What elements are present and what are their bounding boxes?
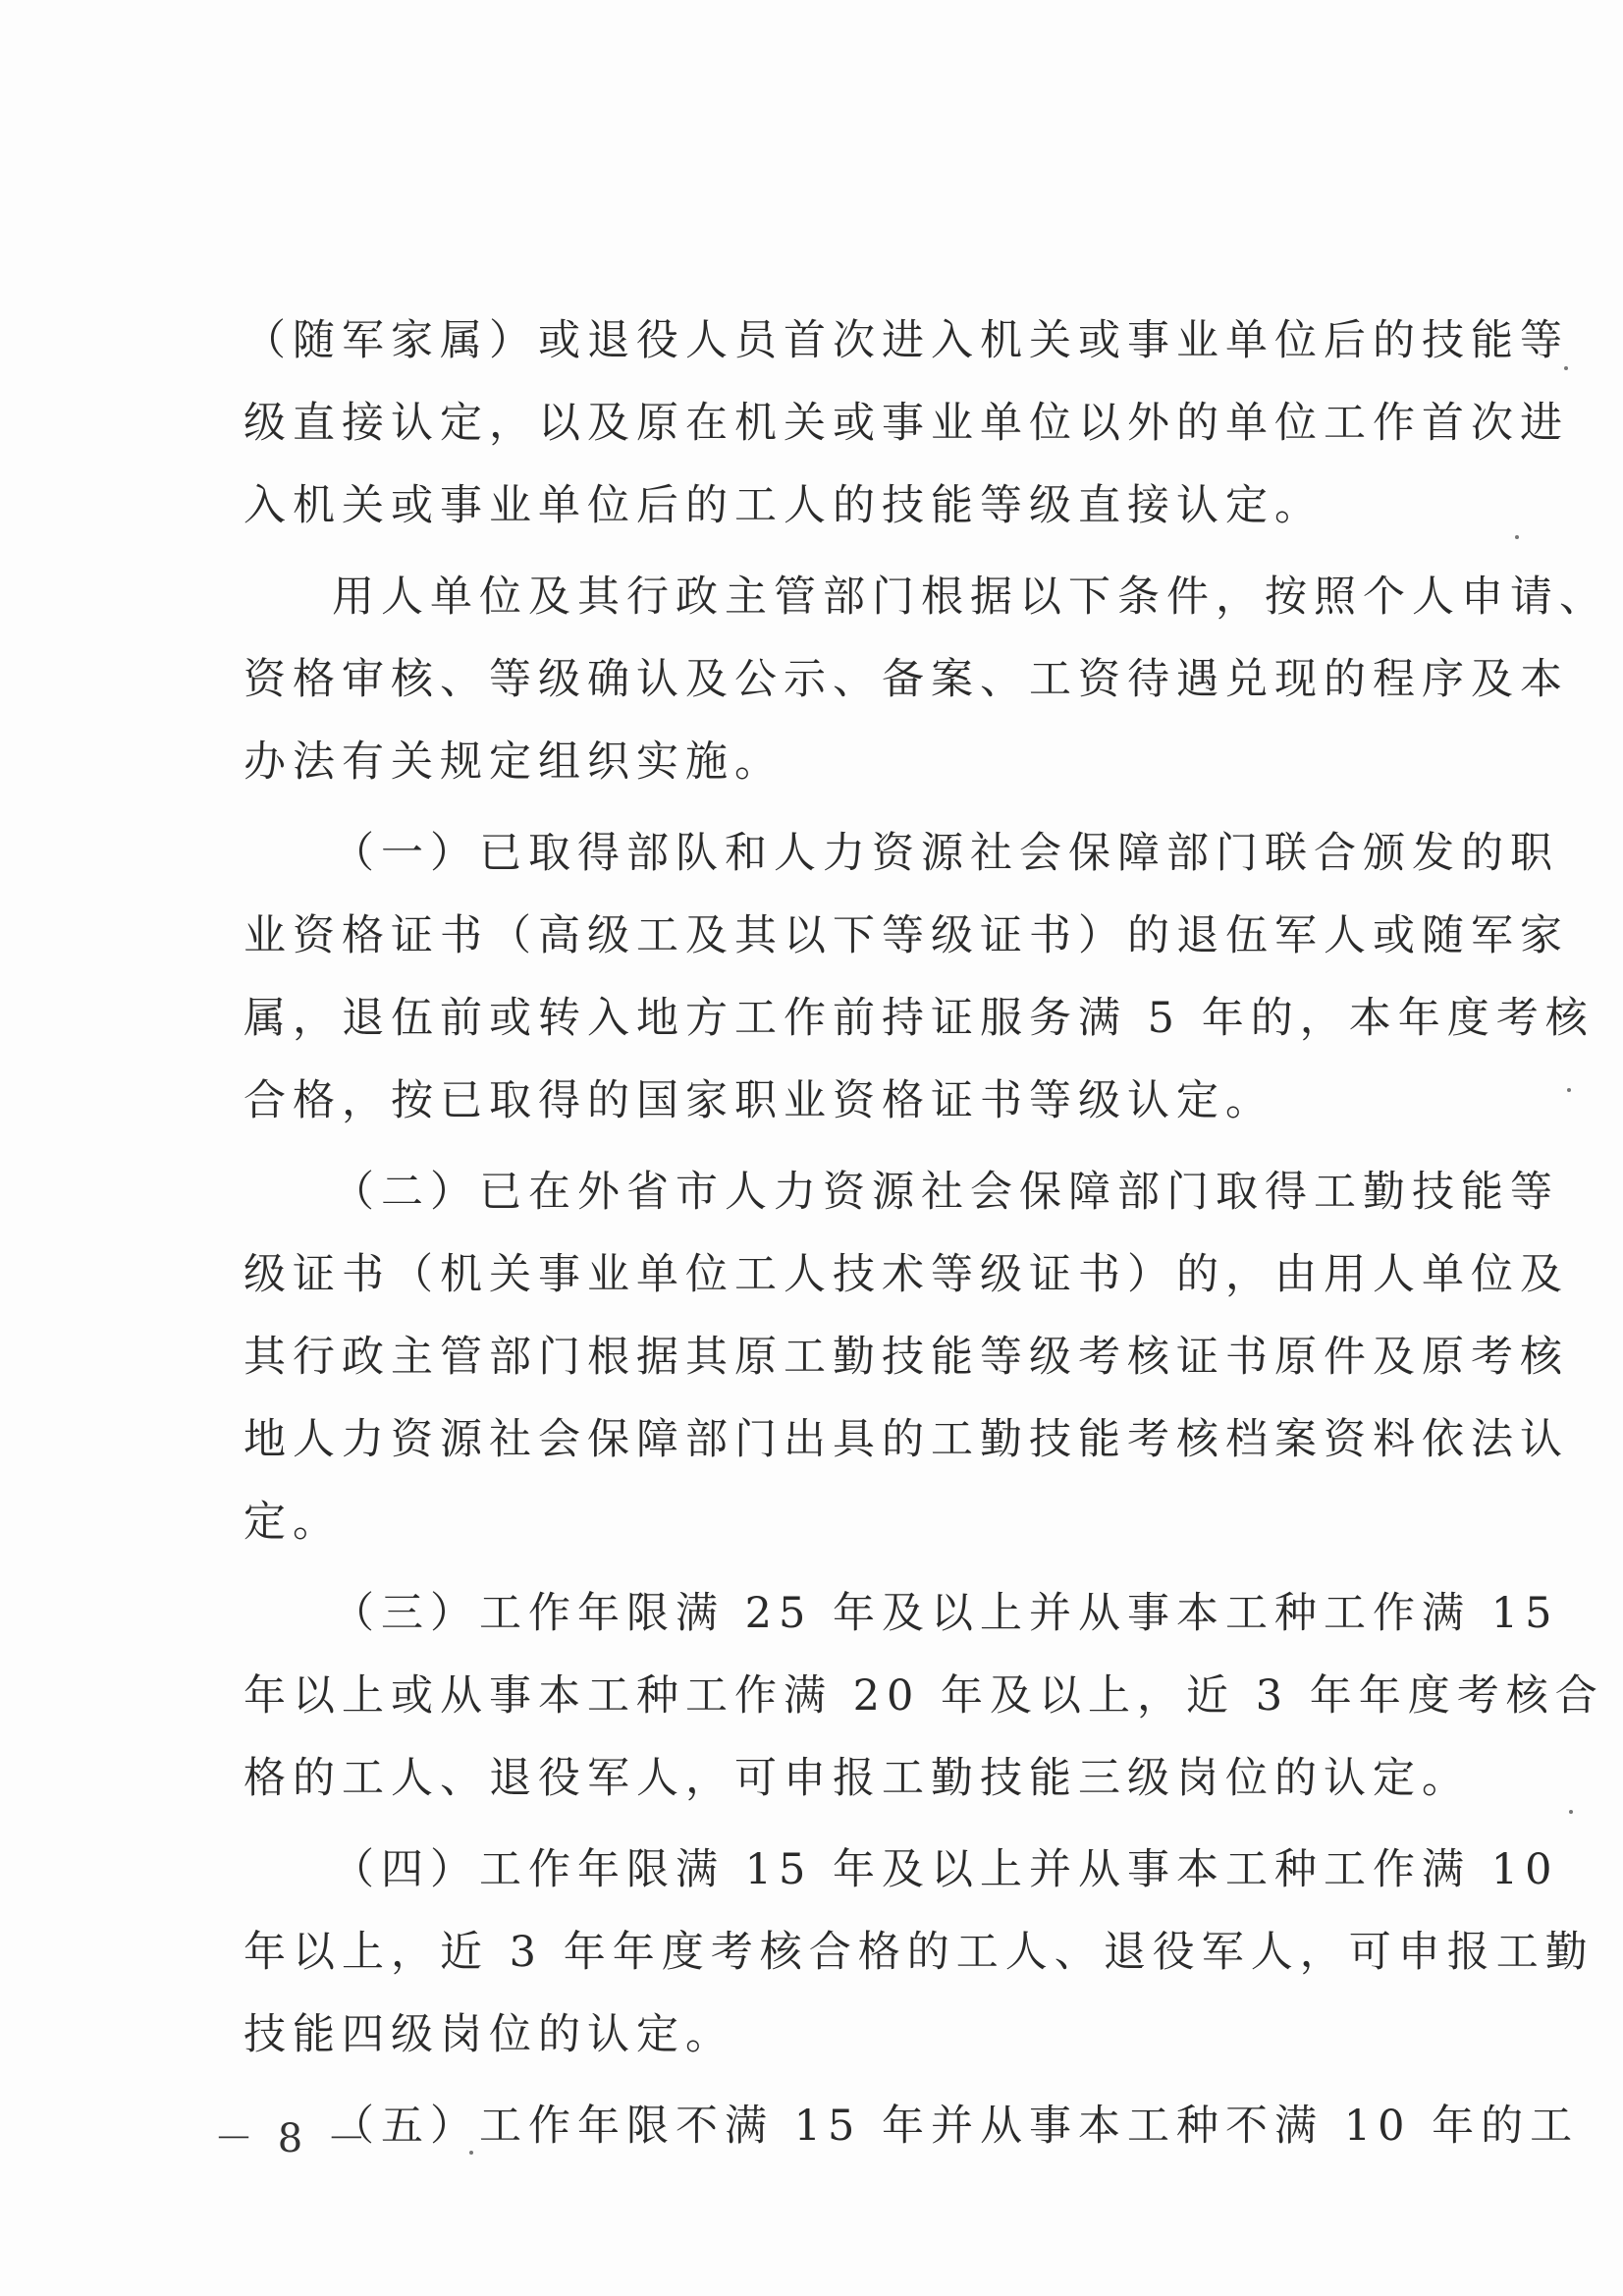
text-line: （四）工作年限满 15 年及以上并从事本工种工作满 10 [332,1845,1559,1894]
text-line: 入机关或事业单位后的工人的技能等级直接认定。 [243,481,1324,530]
page-number: － 8 － [214,2116,372,2161]
scan-speck [469,2151,473,2155]
text-line: 属，退伍前或转入地方工作前持证服务满 5 年的，本年度考核 [243,994,1595,1043]
text-line: 技能四级岗位的认定。 [243,2010,734,2059]
text-line: 定。 [243,1498,342,1547]
text-line: （一）已取得部队和人力资源社会保障部门联合颁发的职 [332,829,1559,878]
text-line: 其行政主管部门根据其原工勤技能等级考核证书原件及原考核 [243,1333,1569,1382]
text-line: 年以上，近 3 年年度考核合格的工人、退役军人，可申报工勤 [243,1928,1595,1977]
text-line: 合格，按已取得的国家职业资格证书等级认定。 [243,1076,1274,1125]
text-line: （二）已在外省市人力资源社会保障部门取得工勤技能等 [332,1168,1559,1217]
scan-speck [1564,366,1568,370]
text-line: 级证书（机关事业单位工人技术等级证书）的，由用人单位及 [243,1250,1569,1299]
scan-speck [1567,1088,1571,1092]
text-line: （随军家属）或退役人员首次进入机关或事业单位后的技能等 [243,316,1569,365]
scan-speck [1515,535,1519,539]
text-line: 格的工人、退役军人，可申报工勤技能三级岗位的认定。 [243,1754,1471,1803]
text-line: 业资格证书（高级工及其以下等级证书）的退伍军人或随军家 [243,911,1569,960]
text-line: 地人力资源社会保障部门出具的工勤技能考核档案资料依法认 [243,1415,1569,1464]
text-line: （三）工作年限满 25 年及以上并从事本工种工作满 15 [332,1589,1559,1638]
document-body [243,300,1608,2167]
text-line: （五）工作年限不满 15 年并从事本工种不满 10 年的工 [332,2102,1580,2151]
text-line: 办法有关规定组织实施。 [243,738,784,787]
text-line: 资格审核、等级确认及公示、备案、工资待遇兑现的程序及本 [243,655,1569,704]
scan-speck [1569,1810,1573,1814]
text-line: 用人单位及其行政主管部门根据以下条件，按照个人申请、 [332,573,1608,622]
text-line: 年以上或从事本工种工作满 20 年及以上，近 3 年年度考核合 [243,1671,1604,1721]
text-line: 级直接认定，以及原在机关或事业单位以外的单位工作首次进 [243,399,1569,448]
